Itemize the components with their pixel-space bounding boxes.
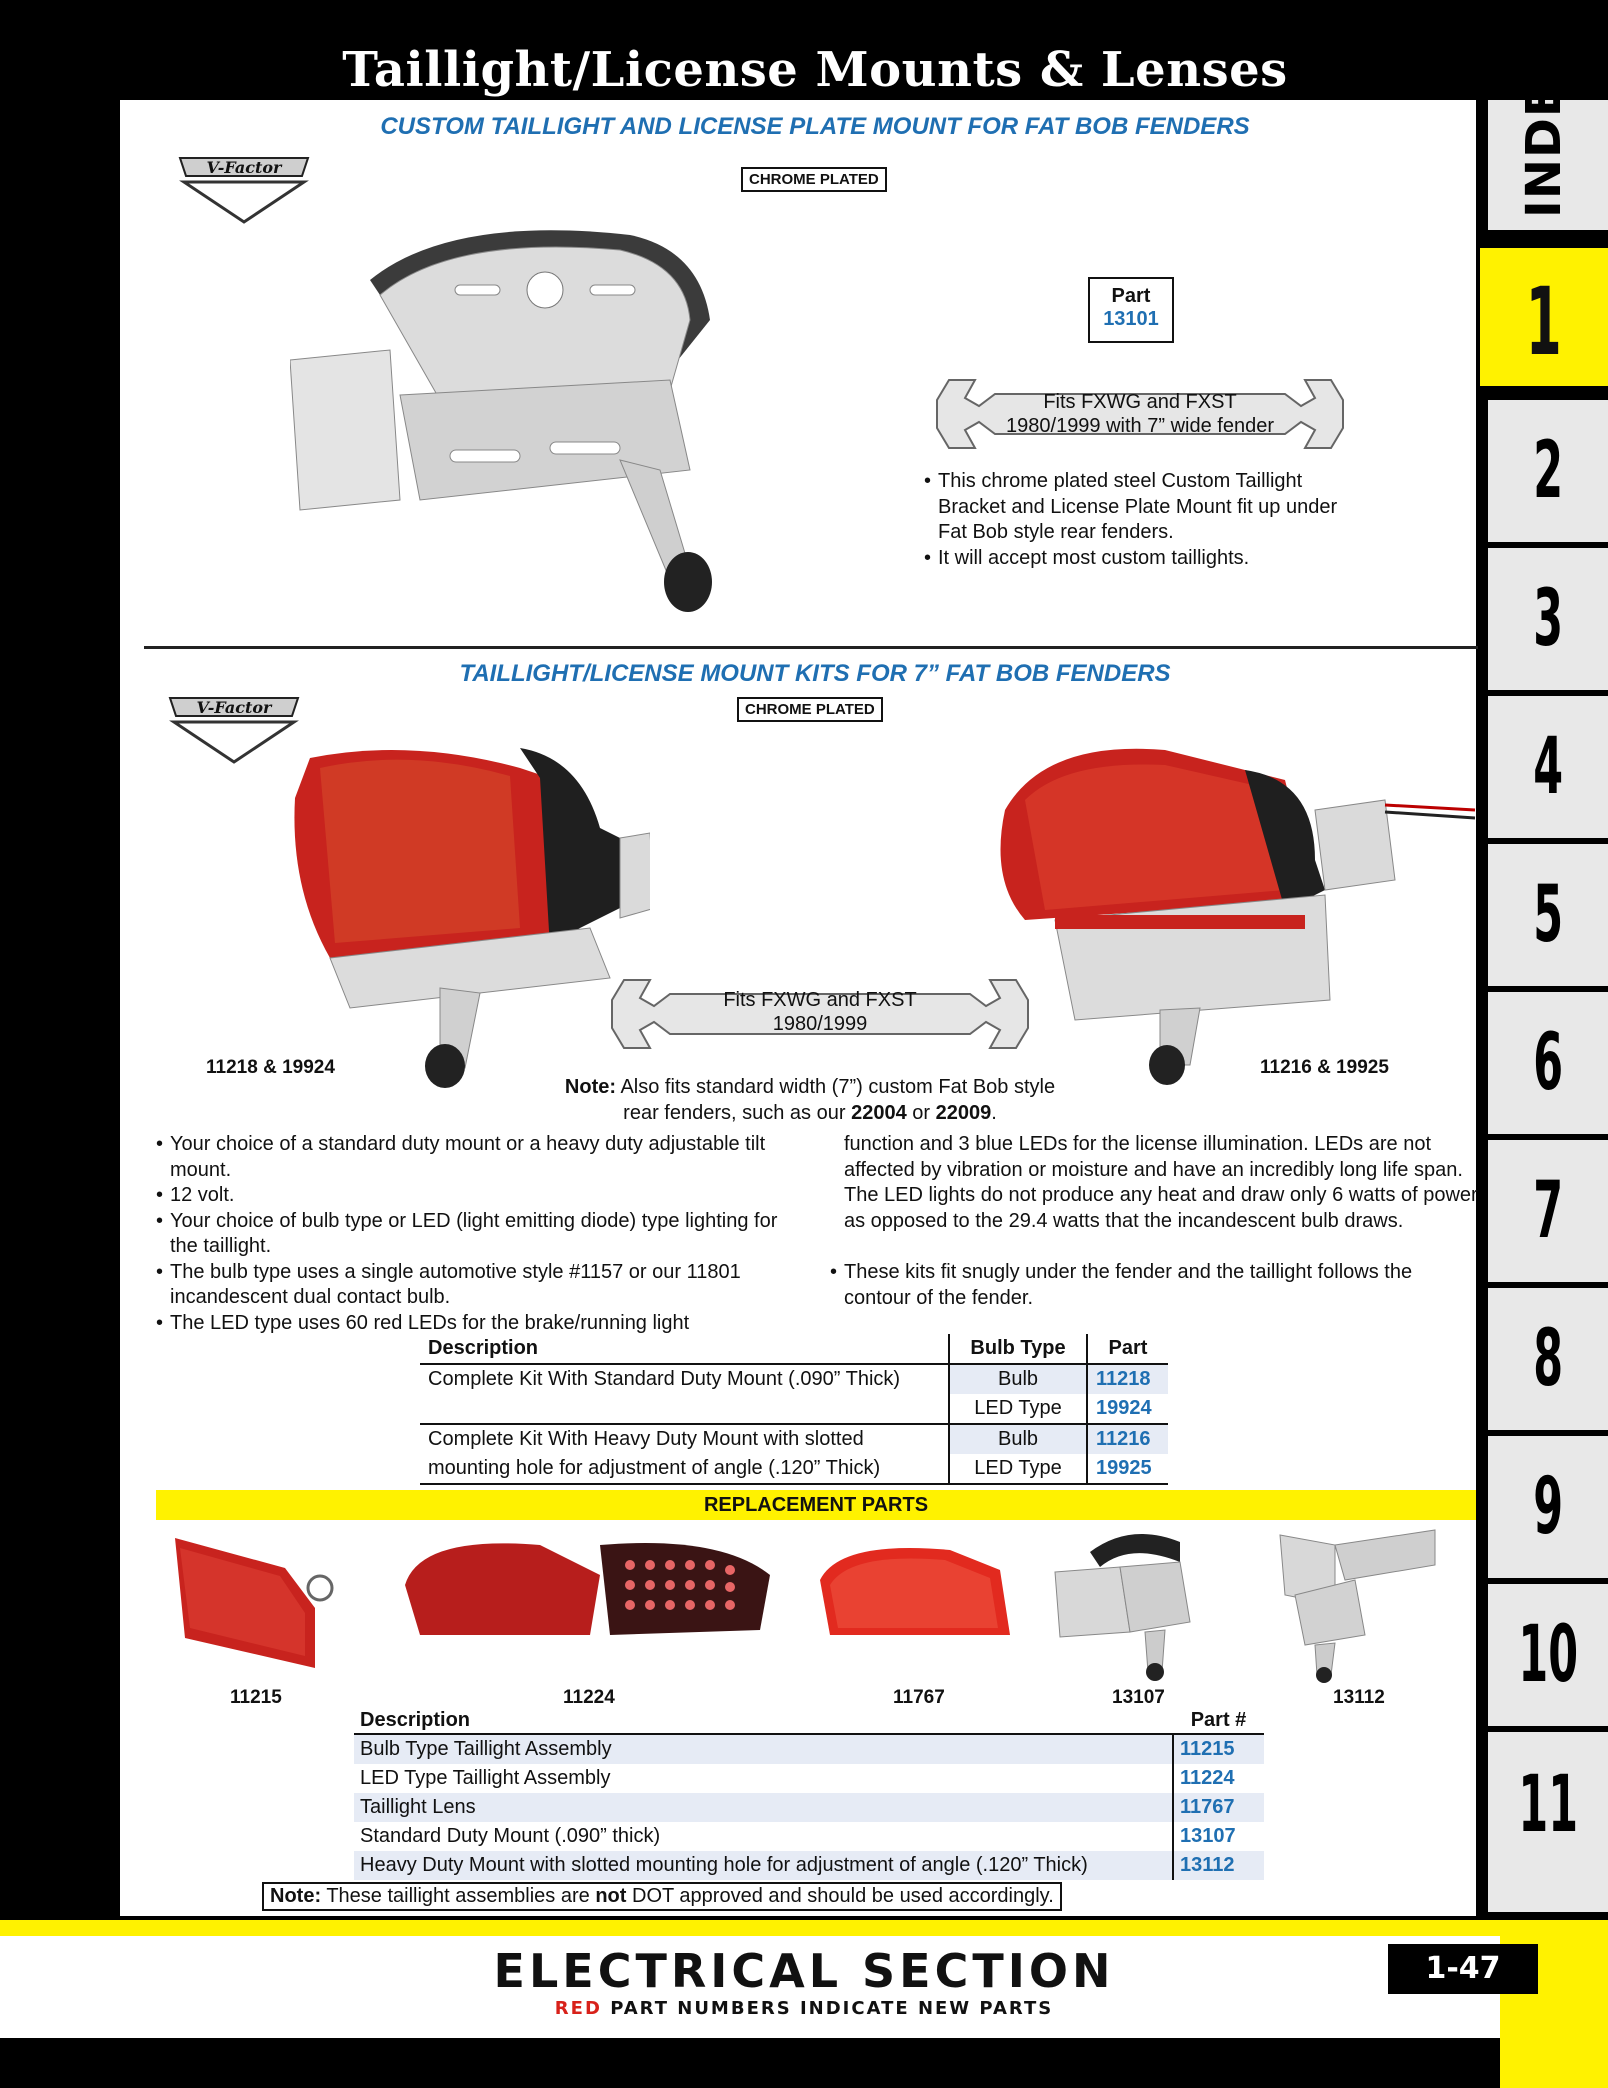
taillight-kit-standard-image — [290, 738, 650, 1088]
section2-note — [480, 1074, 1140, 1126]
cell-description — [420, 1394, 949, 1424]
cell-description: Bulb Type Taillight Assembly — [360, 1738, 612, 1760]
note-label: Note: — [270, 1885, 322, 1907]
vfactor-logo — [164, 692, 304, 766]
part-callout-number: 13101 — [1103, 308, 1159, 330]
svg-text:V-Factor: V-Factor — [196, 698, 272, 717]
bullet-item: • Your choice of a standard duty mount or a heavy duty adjustable tilt mount. — [156, 1132, 806, 1183]
dot-disclaimer-note — [262, 1882, 1062, 1911]
section-name: ELECTRICAL SECTION — [493, 1944, 1115, 1998]
cell-description: Standard Duty Mount (.090” thick) — [360, 1825, 661, 1847]
table-header-row — [354, 1704, 1264, 1734]
tab-label: 3 — [1533, 574, 1563, 664]
replacement-caption: 13107 — [1112, 1687, 1165, 1708]
led-taillight-image — [400, 1525, 780, 1640]
table-row — [420, 1454, 1168, 1484]
tab-label: 6 — [1533, 1018, 1563, 1108]
cell-bulb: LED Type — [949, 1454, 1087, 1484]
cell-part: 11215 — [1173, 1734, 1264, 1764]
cell-part: 19924 — [1087, 1394, 1168, 1424]
new-parts-text: PART NUMBERS INDICATE NEW PARTS — [610, 1998, 1054, 2019]
section-divider — [144, 646, 1478, 649]
tab-section-4[interactable] — [1488, 696, 1608, 838]
tab-label: 2 — [1533, 426, 1563, 516]
bullet-item: • It will accept most custom taillights. — [924, 546, 1344, 572]
taillight-lens-image — [810, 1540, 1030, 1640]
tab-index[interactable] — [1488, 45, 1608, 230]
tab-section-7[interactable] — [1488, 1140, 1608, 1282]
note-part-a: 22004 — [851, 1102, 907, 1124]
table-header-row — [420, 1334, 1168, 1364]
part-callout-label: Part — [1111, 285, 1151, 307]
note-text-2: DOT approved and should be used accordingly. — [632, 1885, 1054, 1907]
bullet-item: • The LED type uses 60 red LEDs for the brake/running light — [156, 1311, 806, 1337]
note-end: . — [991, 1102, 997, 1124]
tab-label: 11 — [1518, 1760, 1578, 1850]
fitment-line-2: 1980/1999 — [772, 1013, 868, 1035]
col-part: Part — [1087, 1334, 1168, 1364]
tab-label: 5 — [1533, 870, 1563, 960]
replacement-table — [354, 1704, 1264, 1880]
section2-bullets-left — [156, 1132, 806, 1336]
standard-mount-image — [1050, 1522, 1225, 1682]
replacement-caption: 11215 — [230, 1687, 282, 1708]
mount-bracket-image — [290, 210, 740, 620]
section2-bullets-right-continued: function and 3 blue LEDs for the license illumination. LEDs are not affected by vibration or moisture and have an incredibly long life span. The LED lights do not produce any heat and draw only 6 watts of power as opposed to the 29.4 watts that the incandescent bulb draws. — [844, 1133, 1478, 1232]
section1-fitment — [970, 390, 1310, 438]
cell-part: 11218 — [1087, 1364, 1168, 1394]
tab-section-6[interactable] — [1488, 992, 1608, 1134]
col-bulb-type: Bulb Type — [949, 1334, 1087, 1364]
page-title: Taillight/License Mounts & Lenses — [342, 42, 1288, 98]
cell-bulb: Bulb — [949, 1364, 1087, 1394]
tab-label: 8 — [1533, 1314, 1563, 1404]
tab-section-2[interactable] — [1488, 400, 1608, 542]
tab-label: 9 — [1533, 1462, 1563, 1552]
section1-bullets — [924, 469, 1344, 571]
cell-part: 11224 — [1173, 1764, 1264, 1793]
note-text-1: These taillight assemblies are — [326, 1885, 590, 1907]
tab-label: 10 — [1518, 1610, 1578, 1700]
tab-section-9[interactable] — [1488, 1436, 1608, 1578]
replacement-caption: 11767 — [893, 1687, 945, 1708]
part-callout-box — [1088, 277, 1174, 343]
cell-bulb: LED Type — [949, 1394, 1087, 1424]
col-part-number: Part # — [1173, 1704, 1264, 1734]
replacement-parts-heading: REPLACEMENT PARTS — [156, 1490, 1476, 1520]
cell-part: 11767 — [1173, 1793, 1264, 1822]
heavy-duty-mount-image — [1275, 1525, 1445, 1685]
table-row — [420, 1364, 1168, 1394]
cell-description: Complete Kit With Standard Duty Mount (.090” Thick) — [428, 1368, 901, 1390]
table-row — [354, 1764, 1264, 1793]
bullet-item: • 12 volt. — [156, 1183, 806, 1209]
tab-index-label: INDEX — [1516, 45, 1572, 218]
fitment-line-2: 1980/1999 with 7” wide fender — [1006, 415, 1274, 437]
note-text-2: rear fenders, such as our — [623, 1102, 846, 1124]
tab-section-3[interactable] — [1488, 548, 1608, 690]
cell-part: 13107 — [1173, 1822, 1264, 1851]
tab-section-8[interactable] — [1488, 1288, 1608, 1430]
tab-section-10[interactable] — [1488, 1584, 1608, 1726]
section2-bullets-right — [830, 1260, 1470, 1311]
footer-yellow-band — [0, 1920, 1608, 1936]
bulb-taillight-image — [165, 1528, 340, 1688]
tab-section-11[interactable] — [1488, 1732, 1608, 1912]
bullet-item: • Your choice of bulb type or LED (light emitting diode) type lighting for the taillight. — [156, 1209, 806, 1260]
table-row — [420, 1394, 1168, 1424]
taillight-kit-heavy-image — [985, 740, 1485, 1090]
tab-label: 1 — [1526, 268, 1562, 377]
caption-right: 11216 & 19925 — [1260, 1057, 1389, 1078]
red-keyword: RED — [554, 1998, 602, 2019]
section1-heading: CUSTOM TAILLIGHT AND LICENSE PLATE MOUNT FOR FAT BOB FENDERS — [380, 113, 1250, 140]
col-description: Description — [354, 1704, 1173, 1734]
replacement-caption: 13112 — [1333, 1687, 1385, 1708]
chrome-plated-badge: CHROME PLATED — [737, 697, 883, 722]
fitment-line-1: Fits FXWG and FXST — [1043, 391, 1237, 413]
note-text-1: Also fits standard width (7”) custom Fat Bob style — [620, 1076, 1056, 1098]
caption-left: 11218 & 19924 — [206, 1057, 335, 1078]
cell-part: 11216 — [1087, 1424, 1168, 1454]
bullet-item: • This chrome plated steel Custom Taillight Bracket and License Plate Mount fit up under Fat Bob style rear fenders. — [924, 469, 1344, 546]
kit-table — [420, 1334, 1168, 1485]
cell-description: mounting hole for adjustment of angle (.120” Thick) — [420, 1454, 949, 1484]
section2-heading: TAILLIGHT/LICENSE MOUNT KITS FOR 7” FAT BOB FENDERS — [459, 660, 1171, 687]
replacement-caption: 11224 — [563, 1687, 615, 1708]
tab-section-1[interactable] — [1480, 236, 1608, 398]
bullet-item: • The bulb type uses a single automotive style #1157 or our 11801 incandescent dual contact bulb. — [156, 1260, 806, 1311]
col-description: Description — [420, 1334, 949, 1364]
note-or: or — [912, 1102, 931, 1124]
note-not: not — [595, 1885, 627, 1907]
section2-fitment — [650, 988, 990, 1036]
table-row — [354, 1851, 1264, 1880]
bullet-item: • These kits fit snugly under the fender and the taillight follows the contour of the fender. — [830, 1260, 1470, 1311]
cell-description: Taillight Lens — [360, 1796, 476, 1818]
svg-text:V-Factor: V-Factor — [206, 158, 282, 177]
table-row — [420, 1424, 1168, 1454]
note-part-b: 22009 — [935, 1102, 992, 1124]
note-label: Note: — [564, 1076, 617, 1098]
tab-label: 4 — [1533, 722, 1563, 812]
chrome-plated-badge: CHROME PLATED — [741, 167, 887, 192]
page-number: 1-47 — [1388, 1944, 1538, 1994]
tab-label: 7 — [1533, 1166, 1563, 1256]
cell-description: Heavy Duty Mount with slotted mounting hole for adjustment of angle (.120” Thick) — [360, 1854, 1088, 1876]
cell-bulb: Bulb — [949, 1424, 1087, 1454]
new-parts-legend — [0, 1998, 1608, 2019]
fitment-line-1: Fits FXWG and FXST — [723, 989, 917, 1011]
cell-description: LED Type Taillight Assembly — [360, 1767, 611, 1789]
table-row — [354, 1822, 1264, 1851]
cell-part: 13112 — [1173, 1851, 1264, 1880]
cell-description: Complete Kit With Heavy Duty Mount with slotted — [428, 1428, 864, 1450]
table-row — [354, 1734, 1264, 1764]
cell-part: 19925 — [1087, 1454, 1168, 1484]
table-row — [354, 1793, 1264, 1822]
tab-section-5[interactable] — [1488, 844, 1608, 986]
